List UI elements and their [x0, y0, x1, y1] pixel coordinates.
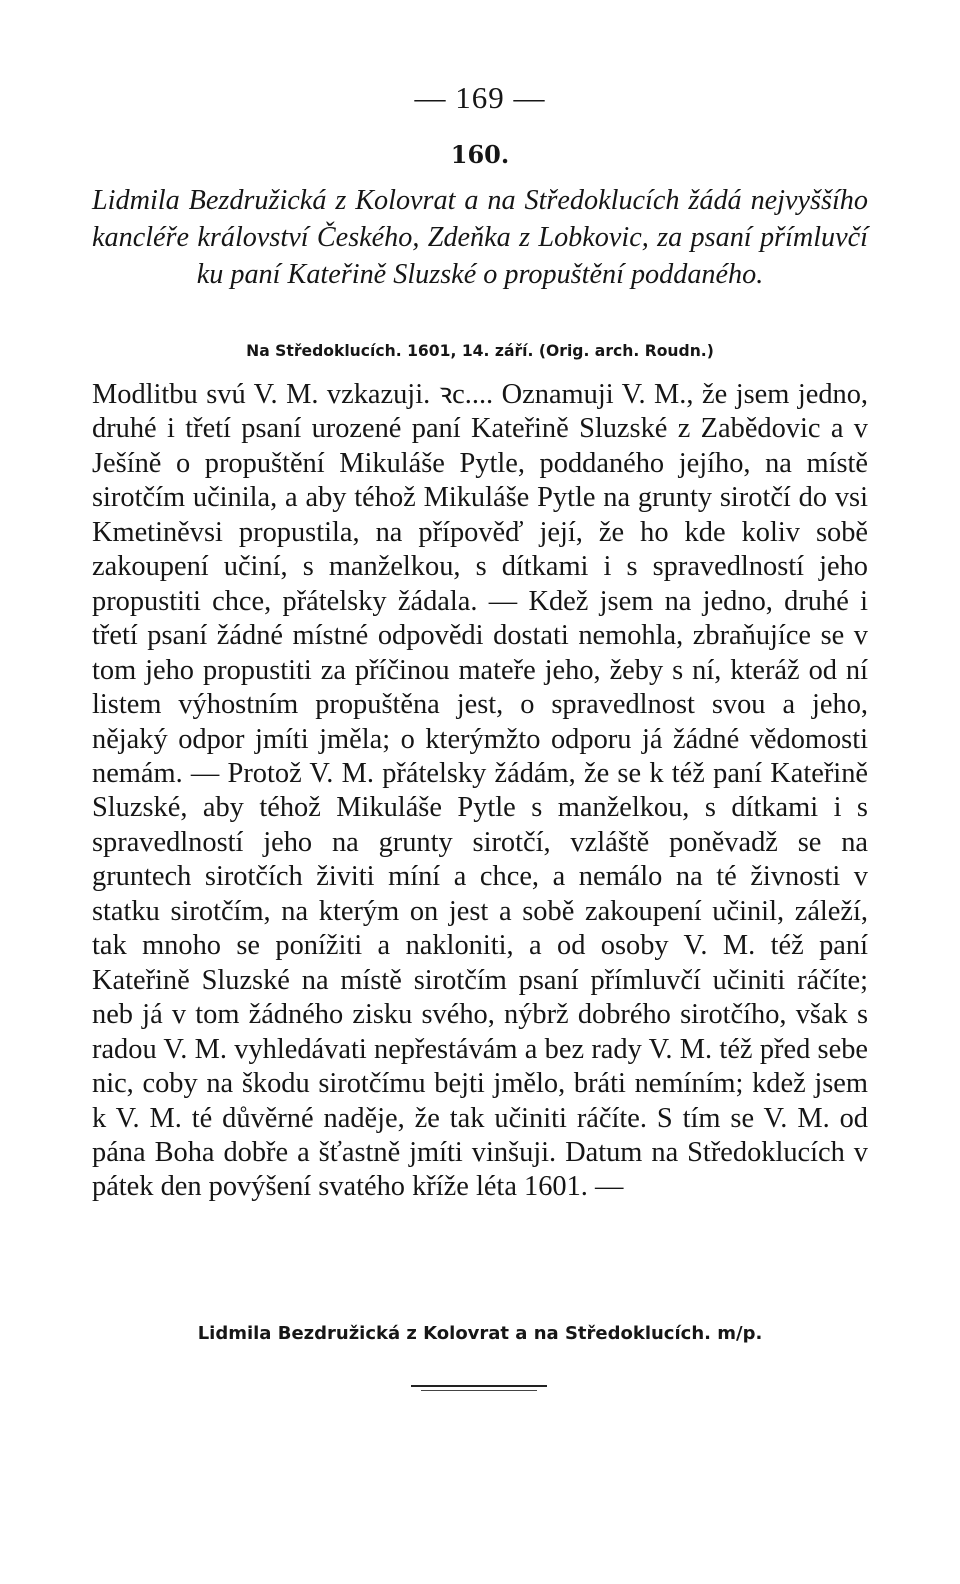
document-title: Lidmila Bezdružická z Kolovrat a na Středoklucích žádá nejvyššího kancléře království Českého, Zdeňka z Lobkovic, za psaní přímluvčí ku paní Kateřině Sluzské o propuštění poddaného.	[92, 185, 868, 290]
end-divider-rule	[411, 1385, 547, 1387]
page-number: — 169 —	[414, 80, 546, 115]
document-dateline: Na Středoklucích. 1601, 14. září. (Orig. arch. Roudn.)	[246, 342, 714, 360]
book-page	[92, 0, 868, 1584]
document-signature: Lidmila Bezdružická z Kolovrat a na Středoklucích. m/p.	[197, 1323, 763, 1344]
document-number: 160.	[450, 140, 510, 169]
document-body-text: Modlitbu svú V. M. vzkazuji. ꝛc.... Oznamuji V. M., že jsem jedno, druhé i třetí psaní urozené paní Kateřině Sluzské z Zabědovic a v Ješíně o propuštění Mikuláše Pytle, poddaného jejího, na místě sirotčím učinila, a aby téhož Mikuláše Pytle na grunty sirotčí do vsi Kmetiněvsi propustila, na přípověď její, že ho kde koliv sobě zakoupení učiní, s manželkou, s dítkami i s spravedlností jeho propustiti chce, přátelsky žádala. — Kdež jsem na jedno, druhé i třetí psaní žádné místné odpovědi dostati nemohla, zbraňujíce se v tom jeho propustiti za příčinou mateře jeho, žeby s ní, kteráž od ní listem výhostním propuštěna jest, o spravedlnost svou a jeho, nějaký odpor jmíti jměla; o kterýmžto odporu já žádné vědomosti nemám. — Protož V. M. přátelsky žádám, že se k též paní Kateřině Sluzské, aby téhož Mikuláše Pytle s manželkou, s dítkami i s spravedlností jeho na grunty sirotčí, vzláště poněvadž se na gruntech sirotčích živiti míní a chce, a nemálo na té živnosti v statku sirotčím, na kterým on jest a sobě zakoupení učinil, záleží, tak mnoho se ponížiti a nakloniti, a od osoby V. M. též paní Kateřině Sluzské na místě sirotčím psaní přímluvčí učiniti ráčíte; neb já v tom žádného zisku svého, nýbrž dobrého sirotčího, však s radou V. M. vyhledávati nepřestávám a bez rady V. M. též před sebe nic, coby na škodu sirotčímu bejti jmělo, bráti nemíním; kdež jsem k V. M. té důvěrné naděje, že tak učiniti ráčíte. S tím se V. M. od pána Boha dobře a šťastně jmíti vinšuji. Datum na Středoklucích v pátek den povýšení svatého kříže léta 1601. —	[92, 379, 868, 1203]
